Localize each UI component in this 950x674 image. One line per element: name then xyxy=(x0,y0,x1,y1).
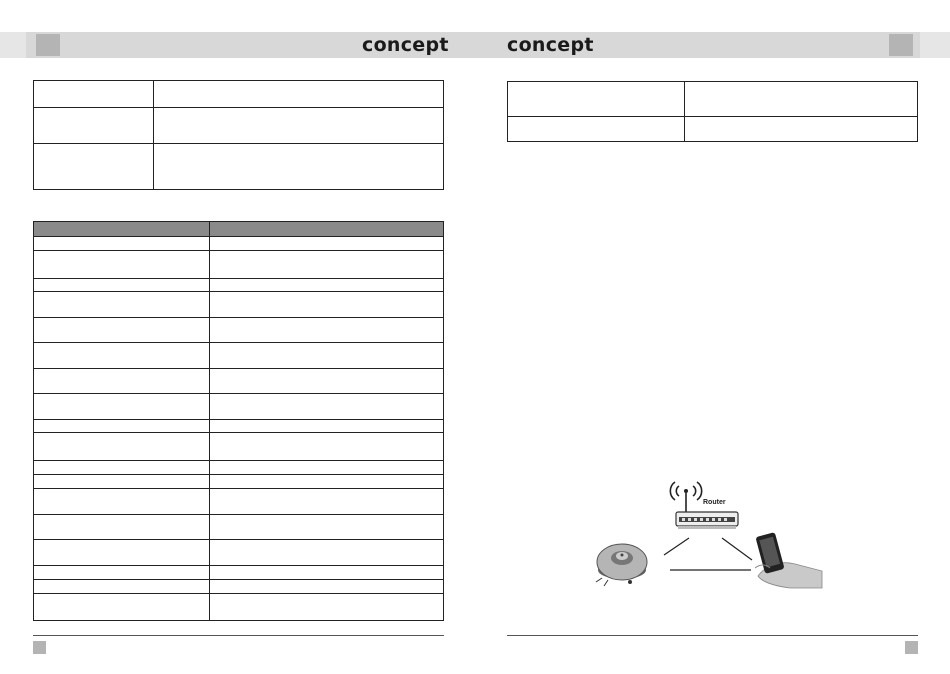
table-cell xyxy=(34,279,210,292)
right-footer-rule xyxy=(507,635,918,636)
table-cell xyxy=(34,515,210,540)
table-cell xyxy=(34,292,210,318)
table-row xyxy=(508,117,918,142)
table-cell xyxy=(34,420,210,433)
table-cell xyxy=(34,475,210,489)
table-cell xyxy=(210,475,444,489)
table-cell xyxy=(34,108,154,144)
spec-table xyxy=(33,221,444,621)
table-cell xyxy=(34,461,210,475)
right-brand-logo: concept xyxy=(507,34,594,56)
table-cell xyxy=(154,108,444,144)
table-row xyxy=(34,461,444,475)
table-cell xyxy=(34,594,210,621)
table-row xyxy=(34,251,444,279)
table-row xyxy=(34,489,444,515)
left-footer-rule xyxy=(33,635,444,636)
table-row xyxy=(34,108,444,144)
right-header-tab xyxy=(889,34,913,56)
table-cell xyxy=(34,318,210,343)
table-cell xyxy=(34,369,210,394)
table-cell xyxy=(210,369,444,394)
table-cell xyxy=(154,81,444,108)
table-cell xyxy=(34,394,210,420)
table-row xyxy=(34,594,444,621)
table-cell xyxy=(210,461,444,475)
table-cell xyxy=(210,420,444,433)
table-cell xyxy=(210,237,444,251)
table-cell xyxy=(34,580,210,594)
robot-router-link xyxy=(664,538,689,555)
table-cell xyxy=(210,540,444,566)
left-brand-logo: concept xyxy=(362,34,449,56)
table-cell xyxy=(34,144,154,190)
table-cell xyxy=(210,343,444,369)
table-cell xyxy=(210,394,444,420)
table-row xyxy=(34,81,444,108)
table-cell xyxy=(34,237,210,251)
smartphone-icon xyxy=(755,532,822,588)
table-cell xyxy=(34,540,210,566)
network-diagram xyxy=(590,476,830,598)
table-cell xyxy=(34,81,154,108)
left-header-edge xyxy=(0,32,26,58)
table-cell xyxy=(154,144,444,190)
table-cell xyxy=(34,566,210,580)
table-row xyxy=(34,515,444,540)
table-header-cell xyxy=(34,222,210,237)
spec-table-header xyxy=(34,222,444,237)
robot-vacuum-icon xyxy=(596,544,647,586)
table-row xyxy=(34,420,444,433)
right-header-edge xyxy=(920,32,950,58)
table-cell xyxy=(210,580,444,594)
table-cell xyxy=(34,343,210,369)
table-row xyxy=(34,292,444,318)
right-page-marker xyxy=(905,641,918,654)
table-cell xyxy=(34,433,210,461)
right-top-table xyxy=(507,81,918,142)
table-row xyxy=(34,475,444,489)
table-row xyxy=(34,433,444,461)
table-row xyxy=(34,394,444,420)
table-cell xyxy=(685,82,918,117)
table-row xyxy=(508,82,918,117)
table-cell xyxy=(210,566,444,580)
table-row xyxy=(34,318,444,343)
table-cell xyxy=(210,433,444,461)
table-cell xyxy=(34,251,210,279)
table-cell xyxy=(210,279,444,292)
table-row xyxy=(34,369,444,394)
wifi-icon xyxy=(670,482,701,512)
table-cell xyxy=(210,594,444,621)
table-cell xyxy=(508,117,685,142)
left-header-tab xyxy=(36,34,60,56)
table-row xyxy=(34,144,444,190)
table-cell xyxy=(210,515,444,540)
table-cell xyxy=(210,489,444,515)
table-header-cell xyxy=(210,222,444,237)
table-row xyxy=(34,279,444,292)
table-cell xyxy=(210,292,444,318)
table-cell xyxy=(210,251,444,279)
table-row xyxy=(34,540,444,566)
table-cell xyxy=(685,117,918,142)
router-label: Router xyxy=(703,499,726,506)
table-cell xyxy=(34,489,210,515)
table-cell xyxy=(508,82,685,117)
table-row xyxy=(34,566,444,580)
router-icon xyxy=(676,512,738,529)
table-row xyxy=(34,237,444,251)
table-cell xyxy=(210,318,444,343)
table-row xyxy=(34,580,444,594)
table-row xyxy=(34,343,444,369)
left-page-marker xyxy=(33,641,46,654)
router-phone-link xyxy=(722,538,752,560)
left-top-table xyxy=(33,80,444,190)
